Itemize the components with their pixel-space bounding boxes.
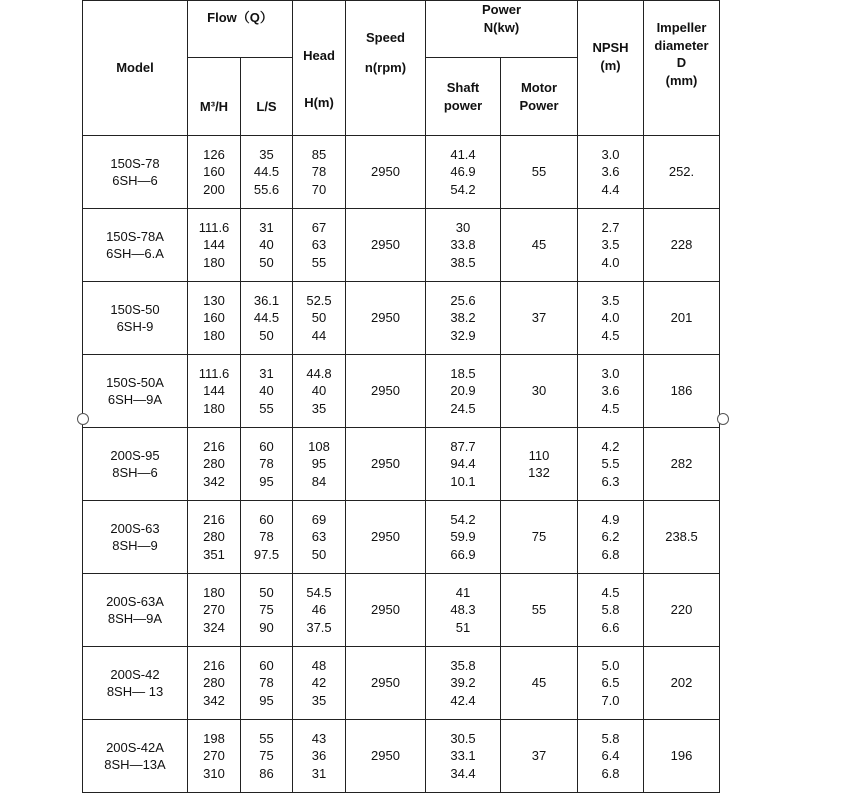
header-speed-unit: n(rpm): [364, 59, 407, 75]
cell-head: 85 78 70: [293, 136, 346, 209]
cell-m3h: 216 280 351: [188, 501, 241, 574]
cell-motor: 45: [501, 647, 578, 720]
cell-m3h: 130 160 180: [188, 282, 241, 355]
cell-speed: 2950: [346, 355, 426, 428]
cell-impeller: 201: [644, 282, 720, 355]
cell-motor: 30: [501, 355, 578, 428]
cell-shaft: 30.5 33.1 34.4: [426, 720, 501, 793]
cell-motor: 75: [501, 501, 578, 574]
cell-shaft: 41.4 46.9 54.2: [426, 136, 501, 209]
cell-speed: 2950: [346, 136, 426, 209]
cell-m3h: 180 270 324: [188, 574, 241, 647]
header-motor-power: Motor Power: [501, 58, 578, 136]
table-row: [83, 647, 720, 720]
cell-impeller: 220: [644, 574, 720, 647]
cell-speed: 2950: [346, 428, 426, 501]
cell-head: 43 36 31: [293, 720, 346, 793]
cell-head: 108 95 84: [293, 428, 346, 501]
header-flow-m3h: M³/H: [188, 58, 241, 136]
cell-impeller: 228: [644, 209, 720, 282]
cell-ls: 35 44.5 55.6: [241, 136, 293, 209]
header-head-unit: H(m): [304, 94, 334, 110]
cell-m3h: 198 270 310: [188, 720, 241, 793]
cell-motor: 45: [501, 209, 578, 282]
header-head: [293, 1, 346, 136]
cell-motor: 55: [501, 574, 578, 647]
cell-model: 150S-78 6SH—6: [83, 136, 188, 209]
cell-head: 48 42 35: [293, 647, 346, 720]
cell-model: 200S-63 8SH—9: [83, 501, 188, 574]
cell-ls: 50 75 90: [241, 574, 293, 647]
cell-npsh: 5.0 6.5 7.0: [578, 647, 644, 720]
cell-speed: 2950: [346, 720, 426, 793]
cell-ls: 31 40 55: [241, 355, 293, 428]
cell-model: 150S-50A 6SH—9A: [83, 355, 188, 428]
cell-npsh: 3.0 3.6 4.4: [578, 136, 644, 209]
header-npsh: NPSH (m): [578, 1, 644, 136]
cell-npsh: 4.2 5.5 6.3: [578, 428, 644, 501]
cell-speed: 2950: [346, 282, 426, 355]
cell-npsh: 5.8 6.4 6.8: [578, 720, 644, 793]
header-shaft-power: Shaft power: [426, 58, 501, 136]
table-row: [83, 428, 720, 501]
cell-motor: 110 132: [501, 428, 578, 501]
cell-model: 200S-42 8SH— 13: [83, 647, 188, 720]
header-speed-label: Speed: [365, 30, 405, 45]
table-row: [83, 501, 720, 574]
header-power: Power N(kw): [426, 1, 578, 58]
cell-shaft: 18.5 20.9 24.5: [426, 355, 501, 428]
cell-npsh: 3.0 3.6 4.5: [578, 355, 644, 428]
cell-model: 200S-42A 8SH—13A: [83, 720, 188, 793]
cell-head: 44.8 40 35: [293, 355, 346, 428]
table-row: [83, 136, 720, 209]
cell-model: 200S-95 8SH—6: [83, 428, 188, 501]
resize-handle-left[interactable]: [77, 413, 89, 425]
cell-ls: 55 75 86: [241, 720, 293, 793]
table-row: [83, 574, 720, 647]
cell-shaft: 54.2 59.9 66.9: [426, 501, 501, 574]
cell-shaft: 35.8 39.2 42.4: [426, 647, 501, 720]
table-row: [83, 720, 720, 793]
cell-m3h: 111.6 144 180: [188, 209, 241, 282]
cell-shaft: 30 33.8 38.5: [426, 209, 501, 282]
cell-impeller: 202: [644, 647, 720, 720]
cell-npsh: 4.5 5.8 6.6: [578, 574, 644, 647]
cell-m3h: 216 280 342: [188, 647, 241, 720]
cell-shaft: 25.6 38.2 32.9: [426, 282, 501, 355]
header-flow: Flow（Q）: [188, 1, 293, 58]
cell-impeller: 252.: [644, 136, 720, 209]
cell-ls: 60 78 95: [241, 428, 293, 501]
cell-motor: 37: [501, 720, 578, 793]
table-row: [83, 209, 720, 282]
cell-head: 69 63 50: [293, 501, 346, 574]
cell-ls: 60 78 95: [241, 647, 293, 720]
cell-model: 150S-78A 6SH—6.A: [83, 209, 188, 282]
resize-handle-right[interactable]: [717, 413, 729, 425]
header-head-label: Head: [303, 47, 335, 63]
cell-speed: 2950: [346, 209, 426, 282]
cell-impeller: 186: [644, 355, 720, 428]
header-speed: [346, 1, 426, 136]
cell-shaft: 41 48.3 51: [426, 574, 501, 647]
cell-impeller: 238.5: [644, 501, 720, 574]
cell-speed: 2950: [346, 647, 426, 720]
cell-model: 150S-50 6SH-9: [83, 282, 188, 355]
cell-shaft: 87.7 94.4 10.1: [426, 428, 501, 501]
cell-impeller: 282: [644, 428, 720, 501]
cell-ls: 36.1 44.5 50: [241, 282, 293, 355]
header-model: Model: [83, 1, 188, 136]
cell-motor: 55: [501, 136, 578, 209]
cell-ls: 60 78 97.5: [241, 501, 293, 574]
cell-m3h: 111.6 144 180: [188, 355, 241, 428]
cell-head: 52.5 50 44: [293, 282, 346, 355]
pump-spec-table: [82, 0, 720, 793]
table-row: [83, 355, 720, 428]
header-flow-ls: L/S: [241, 58, 293, 136]
cell-speed: 2950: [346, 574, 426, 647]
cell-speed: 2950: [346, 501, 426, 574]
cell-head: 54.5 46 37.5: [293, 574, 346, 647]
cell-ls: 31 40 50: [241, 209, 293, 282]
cell-m3h: 126 160 200: [188, 136, 241, 209]
cell-m3h: 216 280 342: [188, 428, 241, 501]
cell-impeller: 196: [644, 720, 720, 793]
table-row: [83, 282, 720, 355]
cell-head: 67 63 55: [293, 209, 346, 282]
cell-npsh: 3.5 4.0 4.5: [578, 282, 644, 355]
cell-motor: 37: [501, 282, 578, 355]
header-impeller: Impeller diameter D (mm): [644, 1, 720, 136]
cell-npsh: 2.7 3.5 4.0: [578, 209, 644, 282]
cell-npsh: 4.9 6.2 6.8: [578, 501, 644, 574]
cell-model: 200S-63A 8SH—9A: [83, 574, 188, 647]
